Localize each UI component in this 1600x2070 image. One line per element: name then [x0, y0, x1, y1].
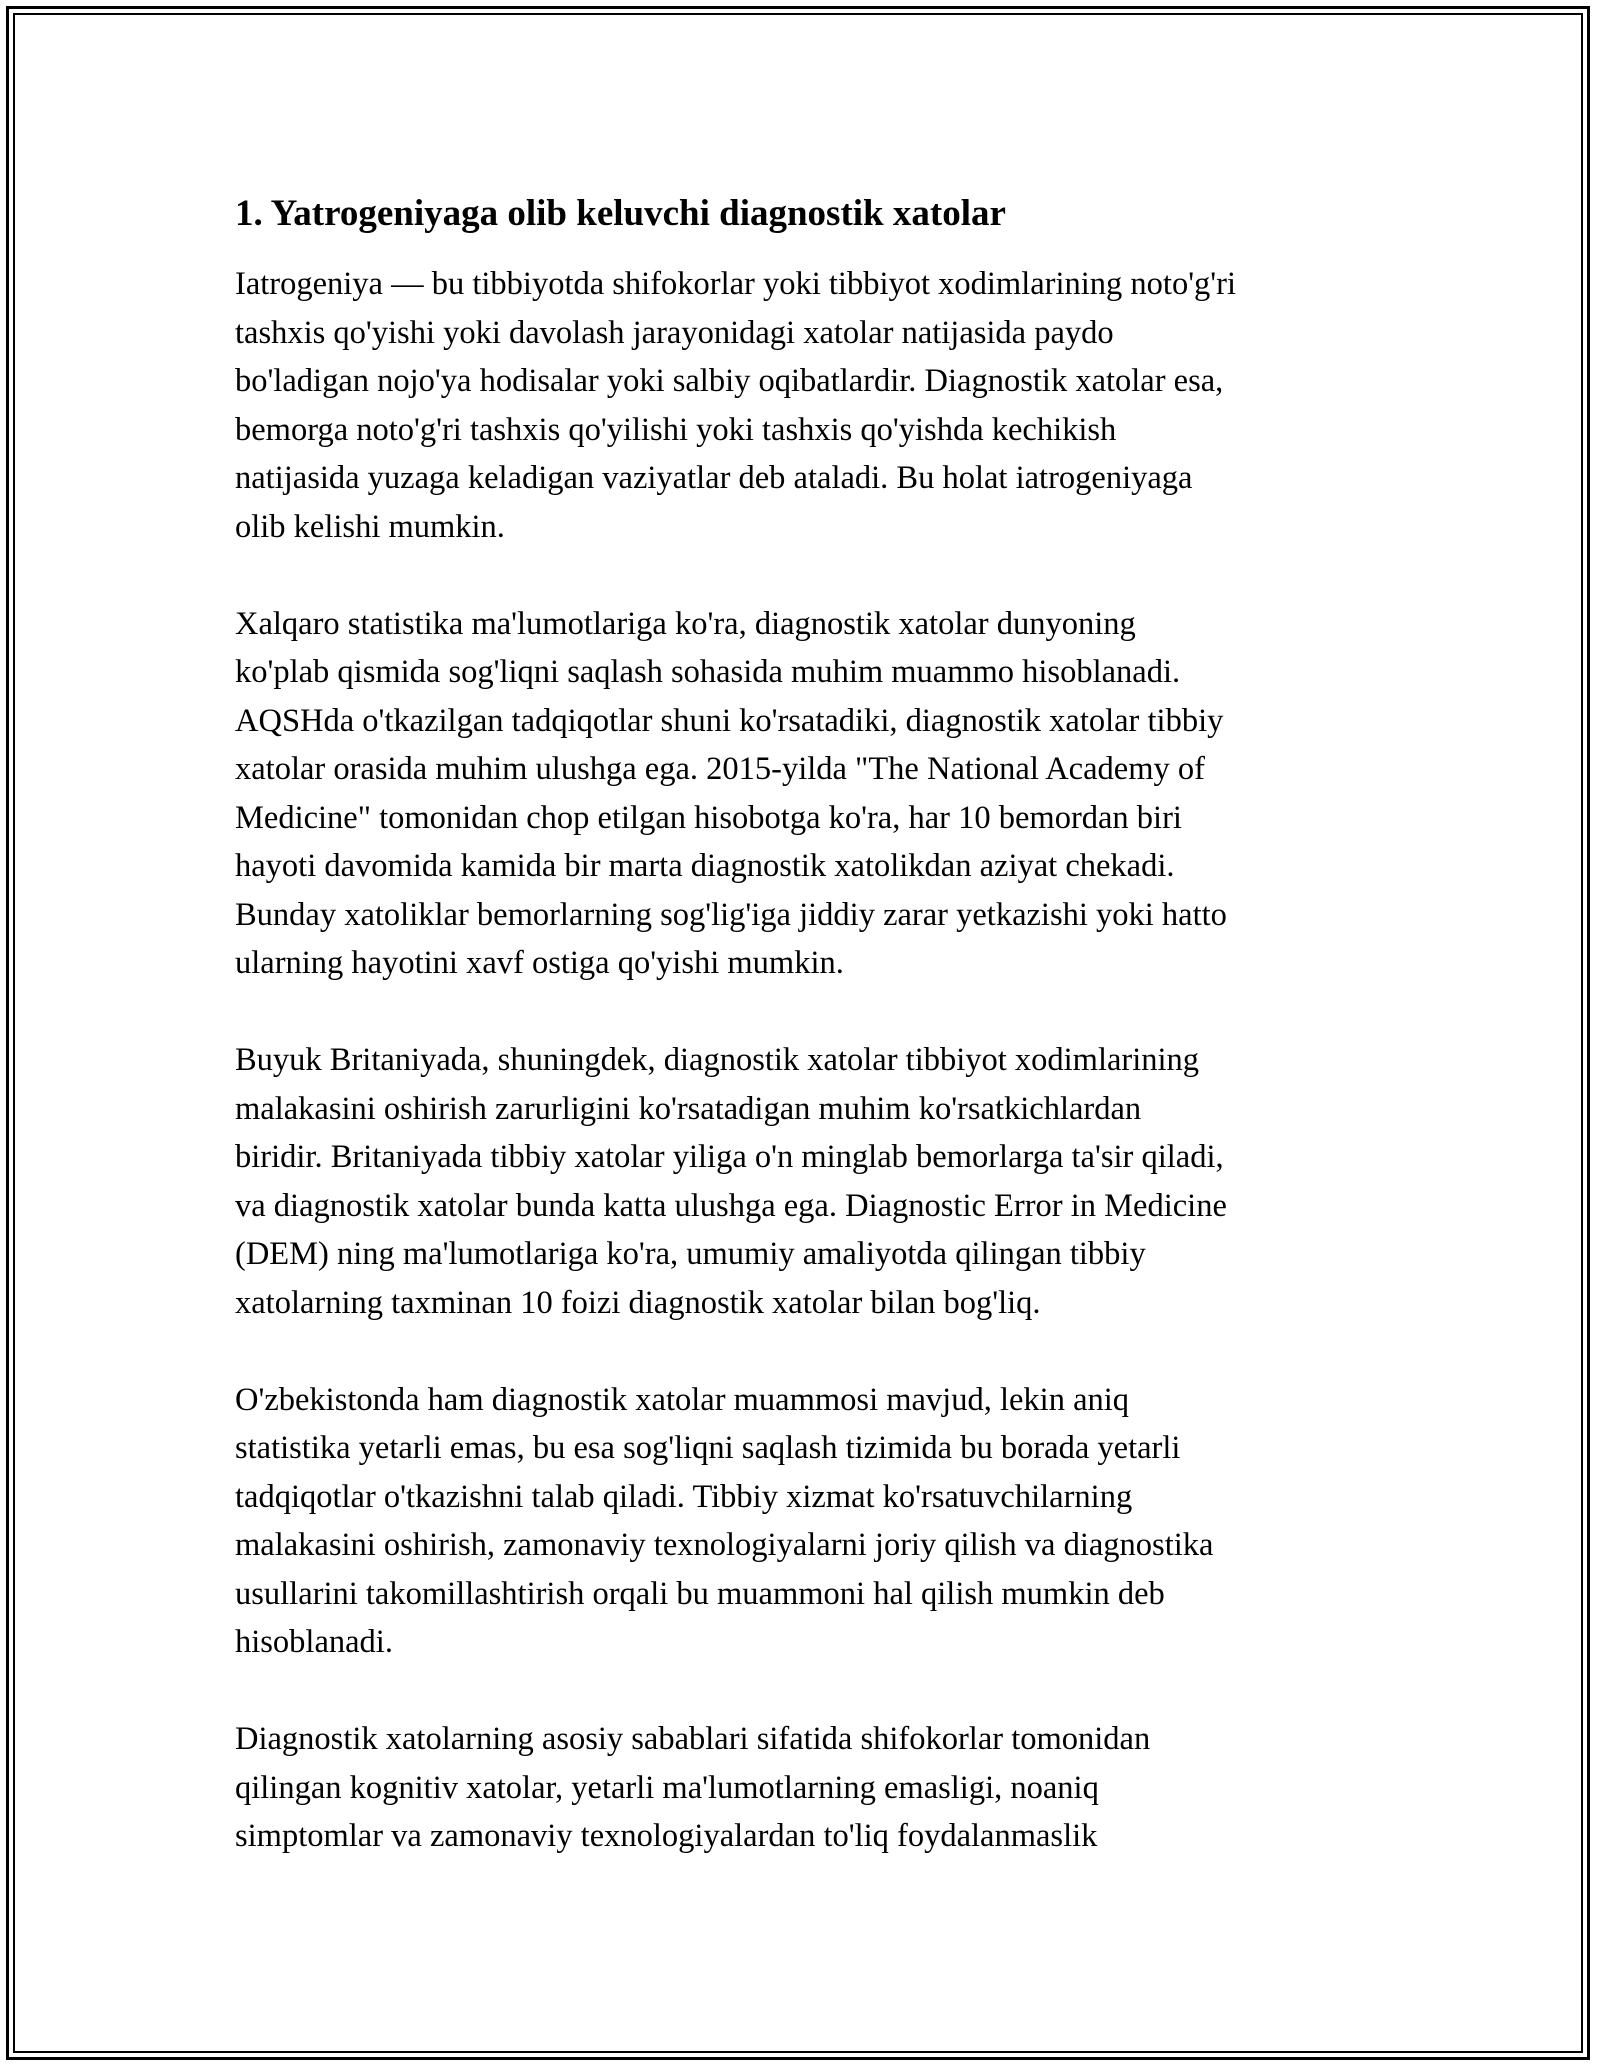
paragraph-line: olib kelishi mumkin.: [235, 508, 505, 545]
paragraph-line: natijasida yuzaga keladigan vaziyatlar deb ataladi. Bu holat iatrogeniyaga: [235, 460, 1193, 496]
paragraph-line: xatolarning taxminan 10 foizi diagnostik xatolar bilan bog'liq.: [235, 1284, 1041, 1321]
paragraph: [235, 1715, 1385, 1861]
paragraph-line: Buyuk Britaniyada, shuningdek, diagnostik xatolar tibbiyot xodimlarining: [235, 1042, 1200, 1078]
paragraph-line: hayoti davomida kamida bir marta diagnostik xatolikdan aziyat chekadi.: [235, 848, 1175, 884]
paragraph-line: usullarini takomillashtirish orqali bu muammoni hal qilish mumkin deb: [235, 1575, 1165, 1612]
paragraph-line: AQSHda o'tkazilgan tadqiqotlar shuni ko'rsatadiki, diagnostik xatolar tibbiy: [235, 702, 1224, 739]
paragraph-line: hisoblanadi.: [235, 1624, 393, 1660]
paragraph-line: (DEM) ning ma'lumotlariga ko'ra, umumiy amaliyotda qilingan tibbiy: [235, 1236, 1146, 1272]
paragraph-line: malakasini oshirish zarurligini ko'rsatadigan muhim ko'rsatkichlardan: [235, 1090, 1142, 1127]
section-heading: 1. Yatrogeniyaga olib keluvchi diagnostik xatolar: [235, 193, 1006, 234]
paragraph-line: ko'plab qismida sog'liqni saqlash sohasida muhim muammo hisoblanadi.: [235, 654, 1181, 690]
paragraph-line: biridir. Britaniyada tibbiy xatolar yiliga o'n minglab bemorlarga ta'sir qiladi,: [235, 1139, 1224, 1175]
paragraph-line: Xalqaro statistika ma'lumotlariga ko'ra, diagnostik xatolar dunyoning: [235, 605, 1136, 642]
paragraph-line: va diagnostik xatolar bunda katta ulushga ega. Diagnostic Error in Medicine: [235, 1187, 1227, 1224]
paragraph-line: bemorga noto'g'ri tashxis qo'yilishi yoki tashxis qo'yishda kechikish: [235, 411, 1117, 448]
paragraph: [235, 260, 1385, 551]
paragraph-line: qilingan kognitiv xatolar, yetarli ma'lumotlarning emasligi, noaniq: [235, 1769, 1099, 1806]
paragraph-line: Iatrogeniya — bu tibbiyotda shifokorlar yoki tibbiyot xodimlarining noto'g'ri: [235, 266, 1237, 302]
paragraph-line: tadqiqotlar o'tkazishni talab qiladi. Tibbiy xizmat ko'rsatuvchilarning: [235, 1478, 1133, 1515]
paragraph-line: statistika yetarli emas, bu esa sog'liqni saqlash tizimida bu borada yetarli: [235, 1430, 1181, 1466]
paragraph-line: xatolar orasida muhim ulushga ega. 2015-yilda "The National Academy of: [235, 751, 1205, 787]
paragraph-line: Bunday xatoliklar bemorlarning sog'lig'iga jiddiy zarar yetkazishi yoki hatto: [235, 896, 1227, 933]
paragraph-line: O'zbekistonda ham diagnostik xatolar muammosi mavjud, lekin aniq: [235, 1381, 1130, 1418]
paragraph-line: ularning hayotini xavf ostiga qo'yishi mumkin.: [235, 945, 844, 981]
paragraph-list: [235, 260, 1385, 1861]
paragraph: [235, 600, 1385, 988]
paragraph-line: tashxis qo'yishi yoki davolash jarayonidagi xatolar natijasida paydo: [235, 314, 1114, 351]
paragraph-line: bo'ladigan nojo'ya hodisalar yoki salbiy oqibatlardir. Diagnostik xatolar esa,: [235, 363, 1224, 399]
paragraph-line: malakasini oshirish, zamonaviy texnologiyalarni joriy qilish va diagnostika: [235, 1527, 1214, 1563]
paragraph: [235, 1036, 1385, 1327]
paragraph-line: simptomlar va zamonaviy texnologiyalardan to'liq foydalanmaslik: [235, 1818, 1098, 1854]
document-body: [235, 188, 1385, 1909]
paragraph-line: Diagnostik xatolarning asosiy sabablari sifatida shifokorlar tomonidan: [235, 1721, 1151, 1757]
paragraph-line: Medicine" tomonidan chop etilgan hisobotga ko'ra, har 10 bemordan biri: [235, 799, 1182, 836]
paragraph: [235, 1376, 1385, 1667]
